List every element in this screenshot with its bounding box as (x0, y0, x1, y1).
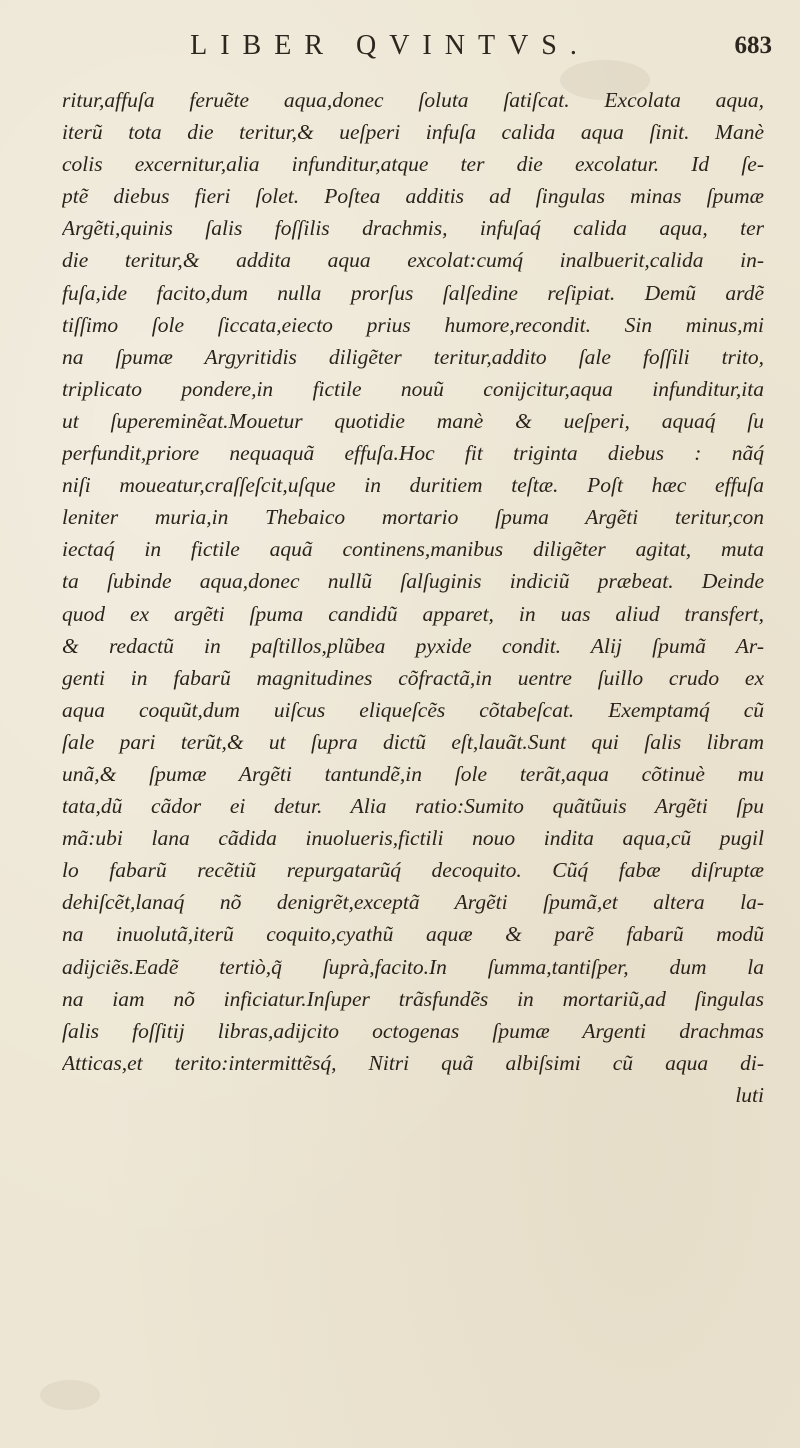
text-line: ut ſupereminẽat.Mouetur quotidie manè & ueſperi, aquaq́ ſu (62, 408, 764, 433)
text-line: lo fabarũ recẽtiũ repurgatarũq́ decoquito. Cũq́ fabæ diſruptæ (62, 858, 764, 883)
text-line: ſale pari terũt,& ut ſupra dictũ eſt,lauãt.Sunt qui ſalis libram (62, 729, 764, 754)
text-line: leniter muria,in Thebaico mortario ſpuma Argẽti teritur,con (62, 505, 764, 530)
text-line: na iam nõ inficiatur.Inſuper trãsfundẽs in mortariũ,ad ſingulas (62, 986, 764, 1011)
text-line: tata,dũ cãdor ei detur. Alia ratio:Sumito quãtũuis Argẽti ſpu (62, 794, 764, 819)
text-line: dehiſcẽt,lanaq́ nõ denigrẽt,exceptã Argẽti ſpumã,et altera la- (62, 890, 764, 915)
text-line: perfundit,priore nequaquã effuſa.Hoc fit triginta diebus : nãq́ (62, 441, 764, 466)
text-line: colis excernitur,alia infunditur,atque ter die excolatur. Id ſe- (62, 152, 764, 177)
text-line: fuſa,ide facito,dum nulla prorſus ſalſedine reſipiat. Demũ ardẽ (62, 280, 764, 305)
text-line: iterũ tota die teritur,& ueſperi infuſa calida aqua ſinit. Manè (62, 120, 764, 145)
body-text (62, 84, 764, 1111)
text-line: quod ex argẽti ſpuma candidũ apparet, in uas aliud transfert, (62, 601, 764, 626)
paper-stain (40, 1380, 100, 1410)
text-line: Atticas,et terito:intermittẽsq́, Nitri quã albiſsimi cũ aqua di- (62, 1050, 764, 1075)
text-line: triplicato pondere,in fictile nouũ conijcitur,aqua infunditur,ita (62, 376, 764, 401)
text-line: ritur,affuſa feruẽte aqua,donec ſoluta ſatiſcat. Excolata aqua, (62, 88, 764, 112)
text-line: tiſſimo ſole ſiccata,eiecto prius humore,recondit. Sin minus,mi (62, 312, 764, 337)
text-line: adijciẽs.Eadẽ tertiò,q̃ ſuprà,facito.In ſumma,tantiſper, dum la (62, 954, 764, 979)
text-line: die teritur,& addita aqua excolat:cumq́ inalbuerit,calida in- (62, 248, 764, 273)
text-line: iectaq́ in fictile aquã continens,manibus diligẽter agitat, muta (62, 537, 764, 562)
text-line: na ſpumæ Argyritidis diligẽter teritur,addito ſale foſſili trito, (62, 344, 764, 369)
text-line: na inuolutã,iterũ coquito,cyathũ aquæ & parẽ fabarũ modũ (62, 922, 764, 947)
text-line: genti in fabarũ magnitudines cõfractã,in uentre ſuillo crudo ex (62, 665, 764, 690)
text-line: ptẽ diebus fieri ſolet. Poſtea additis ad ſingulas minas ſpumæ (62, 184, 764, 209)
text-line: niſi moueatur,craſſeſcit,uſque in duritiem teſtæ. Poſt hæc effuſa (62, 473, 764, 498)
text-line: Argẽti,quinis ſalis foſſilis drachmis, infuſaq́ calida aqua, ter (62, 216, 764, 241)
text-line: aqua coquũt,dum uiſcus eliqueſcẽs cõtabeſcat. Exemptamq́ cũ (62, 697, 764, 722)
running-head: LIBER QVINTVS. (190, 30, 590, 61)
page-number: 683 (734, 32, 772, 59)
text-line: unã,& ſpumæ Argẽti tantundẽ,in ſole terãt,aqua cõtinuè mu (62, 761, 764, 786)
text-line: mã:ubi lana cãdida inuolueris,fictili nouo indita aqua,cũ pugil (62, 826, 764, 851)
text-line: & redactũ in paſtillos,plũbea pyxide condit. Alij ſpumã Ar- (62, 633, 764, 658)
text-line: luti (735, 1082, 764, 1107)
text-line: ſalis foſſitij libras,adijcito octogenas ſpumæ Argenti drachmas (62, 1018, 764, 1043)
text-line: ta ſubinde aqua,donec nullũ ſalſuginis indiciũ præbeat. Deinde (62, 569, 764, 594)
